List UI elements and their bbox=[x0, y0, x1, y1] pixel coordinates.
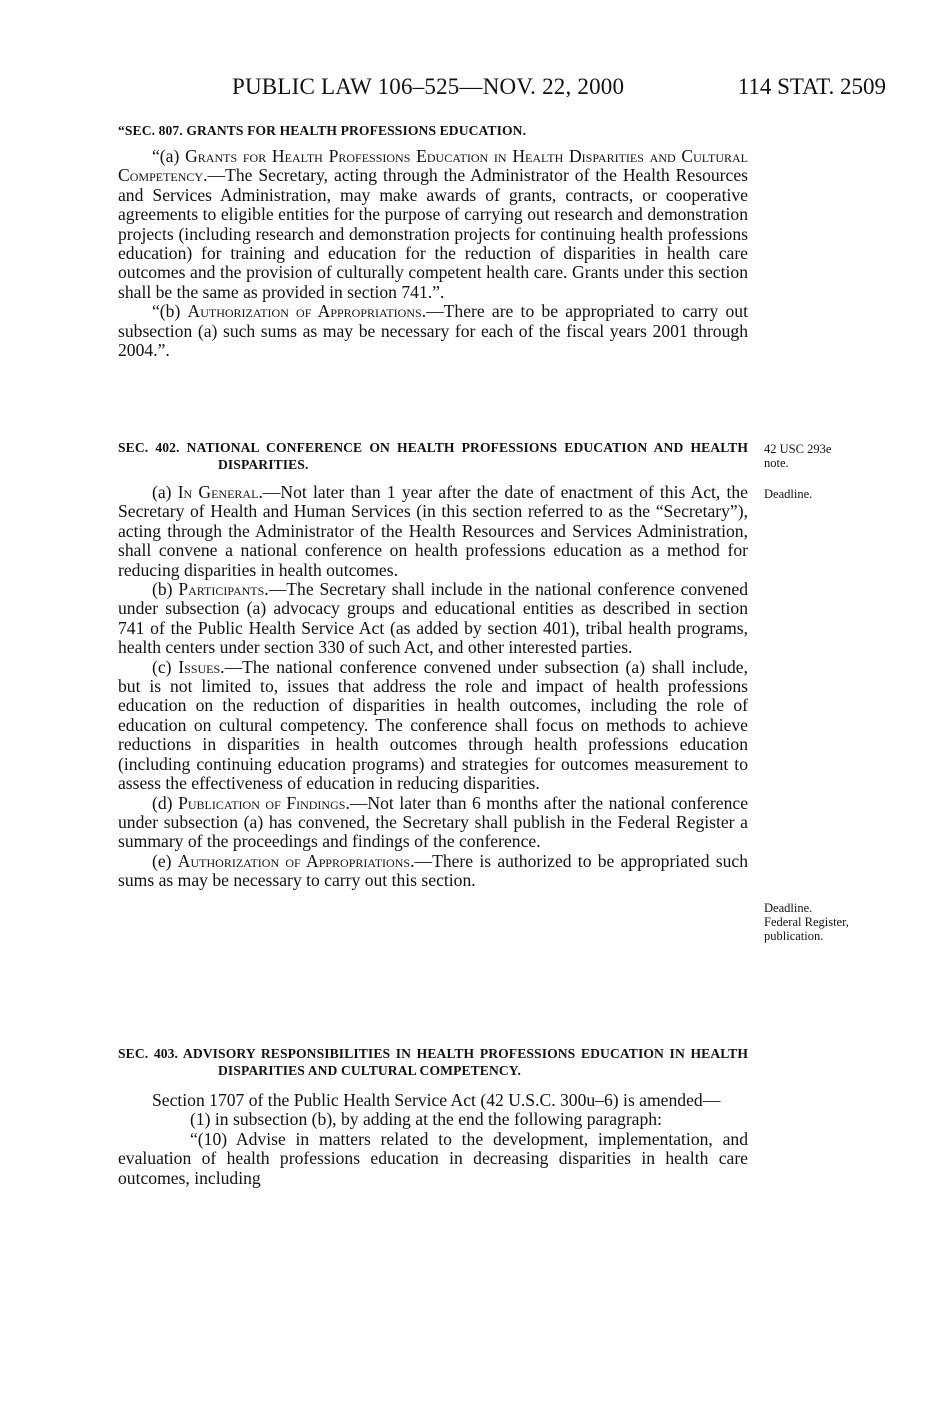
subsection-number: (e) bbox=[152, 850, 178, 871]
subsection-text: .—Not later than 1 year after the date of enactment of this Act, the Secretary of Health and Human Services (in this section referred to as the “Secretary”), acting through the Administrator of the Health Resources and Services Administration, shall convene a national conference on health professions education as a method for reducing disparities in health outcomes. bbox=[118, 482, 748, 580]
subsection-heading: Issues bbox=[178, 656, 221, 677]
subsection-number: (d) bbox=[152, 792, 179, 813]
sec-402-block bbox=[118, 439, 748, 891]
sec-403-item-10: “(10) Advise in matters related to the development, implementation, and evaluation of health professions education in decreasing disparities in health care outcomes, including bbox=[118, 1128, 748, 1188]
subsection-b-heading: Authorization of Appropriations bbox=[187, 301, 422, 322]
subsection-number: (b) bbox=[152, 579, 179, 600]
margin-note-usc bbox=[764, 442, 894, 470]
sec-402-heading: SEC. 402. NATIONAL CONFERENCE ON HEALTH PROFESSIONS EDUCATION AND HEALTH DISPARITIES. bbox=[118, 440, 748, 472]
subsection-text: .—There is authorized to be appropriated such sums as may be necessary to carry out this section. bbox=[118, 850, 748, 891]
subsection-a-heading: Grants for Health Professions Education in Health Disparities and Cultural Competency bbox=[118, 146, 749, 186]
sec-807-block bbox=[118, 122, 748, 360]
subsection-number: (c) bbox=[152, 656, 179, 677]
sec-403-intro: Section 1707 of the Public Health Service Act (42 U.S.C. 300u–6) is amended— bbox=[152, 1090, 721, 1110]
subsection-a-text: .—The Secretary, acting through the Administrator of the Health Resources and Services Administration, may make awards of grants, contracts, or cooperative agreements to eligible entities for the purpose of carrying out research and demonstration projects (including research and demonstration projects for continuing health professions education) for training and education for the reduction of disparities in health care outcomes and the provision of culturally competent health care. Grants under this section shall be the same as provided in section 741.”. bbox=[118, 165, 748, 302]
subsection-number: (a) bbox=[152, 482, 178, 502]
federal-register-label: Federal Register, bbox=[764, 915, 849, 929]
sec-807-subsection-a bbox=[118, 147, 748, 302]
sec-403-item-1: (1) in subsection (b), by adding at the end the following paragraph: bbox=[190, 1109, 662, 1130]
sec-402-subsection-d bbox=[118, 794, 748, 852]
sec-402-subsection-a bbox=[118, 483, 748, 580]
sec-403-block bbox=[118, 1045, 748, 1188]
subsection-heading: Participants bbox=[178, 579, 265, 600]
subsection-heading: Authorization of Appropriations bbox=[177, 850, 411, 871]
margin-note-deadline-a: Deadline. bbox=[764, 487, 813, 501]
subsection-heading: Publication of Findings bbox=[178, 792, 346, 813]
page-header bbox=[0, 74, 948, 108]
subsection-a-number: “(a) bbox=[152, 146, 186, 166]
publication-label: publication. bbox=[764, 929, 824, 943]
public-law-citation: PUBLIC LAW 106–525—NOV. 22, 2000 bbox=[232, 74, 625, 99]
deadline-label: Deadline. bbox=[764, 901, 813, 915]
subsection-b-number: “(b) bbox=[152, 301, 188, 322]
sec-807-heading: “SEC. 807. GRANTS FOR HEALTH PROFESSIONS EDUCATION. bbox=[118, 123, 527, 138]
sec-807-subsection-b bbox=[118, 302, 748, 360]
subsection-text: .—The Secretary shall include in the national conference convened under subsection (a) advocacy groups and educational entities as described in section 741 of the Public Health Service Act (as added by section 401), tribal health programs, health centers under section 330 of such Act, and other interested parties. bbox=[118, 579, 748, 658]
sec-402-subsection-c bbox=[118, 658, 748, 794]
subsection-text: .—The national conference convened under subsection (a) shall include, but is not limited to, issues that address the role and impact of health professions education on the reduction of disparities in health outcomes, including the role of education on cultural competency. The conference shall focus on methods to achieve reductions in disparities in health outcomes through health professions education (including continuing education programs) and strategies for outcomes measurement to assess the effectiveness of education in reducing disparities. bbox=[118, 656, 748, 794]
subsection-b-text: .—There are to be appropriated to carry out subsection (a) such sums as may be necessary for each of the fiscal years 2001 through 2004.”. bbox=[118, 301, 748, 361]
sec-403-heading: SEC. 403. ADVISORY RESPONSIBILITIES IN HEALTH PROFESSIONS EDUCATION IN HEALTH DISPARITIES AND CULTURAL COMPETENCY. bbox=[118, 1046, 748, 1078]
usc-note-label: note. bbox=[764, 456, 789, 470]
sec-402-subsection-e bbox=[118, 852, 748, 891]
statute-page-number: 114 STAT. 2509 bbox=[737, 74, 886, 99]
sec-402-subsection-b bbox=[118, 580, 748, 658]
margin-note-deadline-d bbox=[764, 901, 894, 943]
subsection-text: .—Not later than 6 months after the national conference under subsection (a) has convened, the Secretary shall publish in the Federal Register a summary of the proceedings and findings of the conference. bbox=[118, 792, 748, 852]
subsection-heading: In General bbox=[177, 482, 259, 502]
usc-citation: 42 USC 293e bbox=[764, 442, 832, 456]
